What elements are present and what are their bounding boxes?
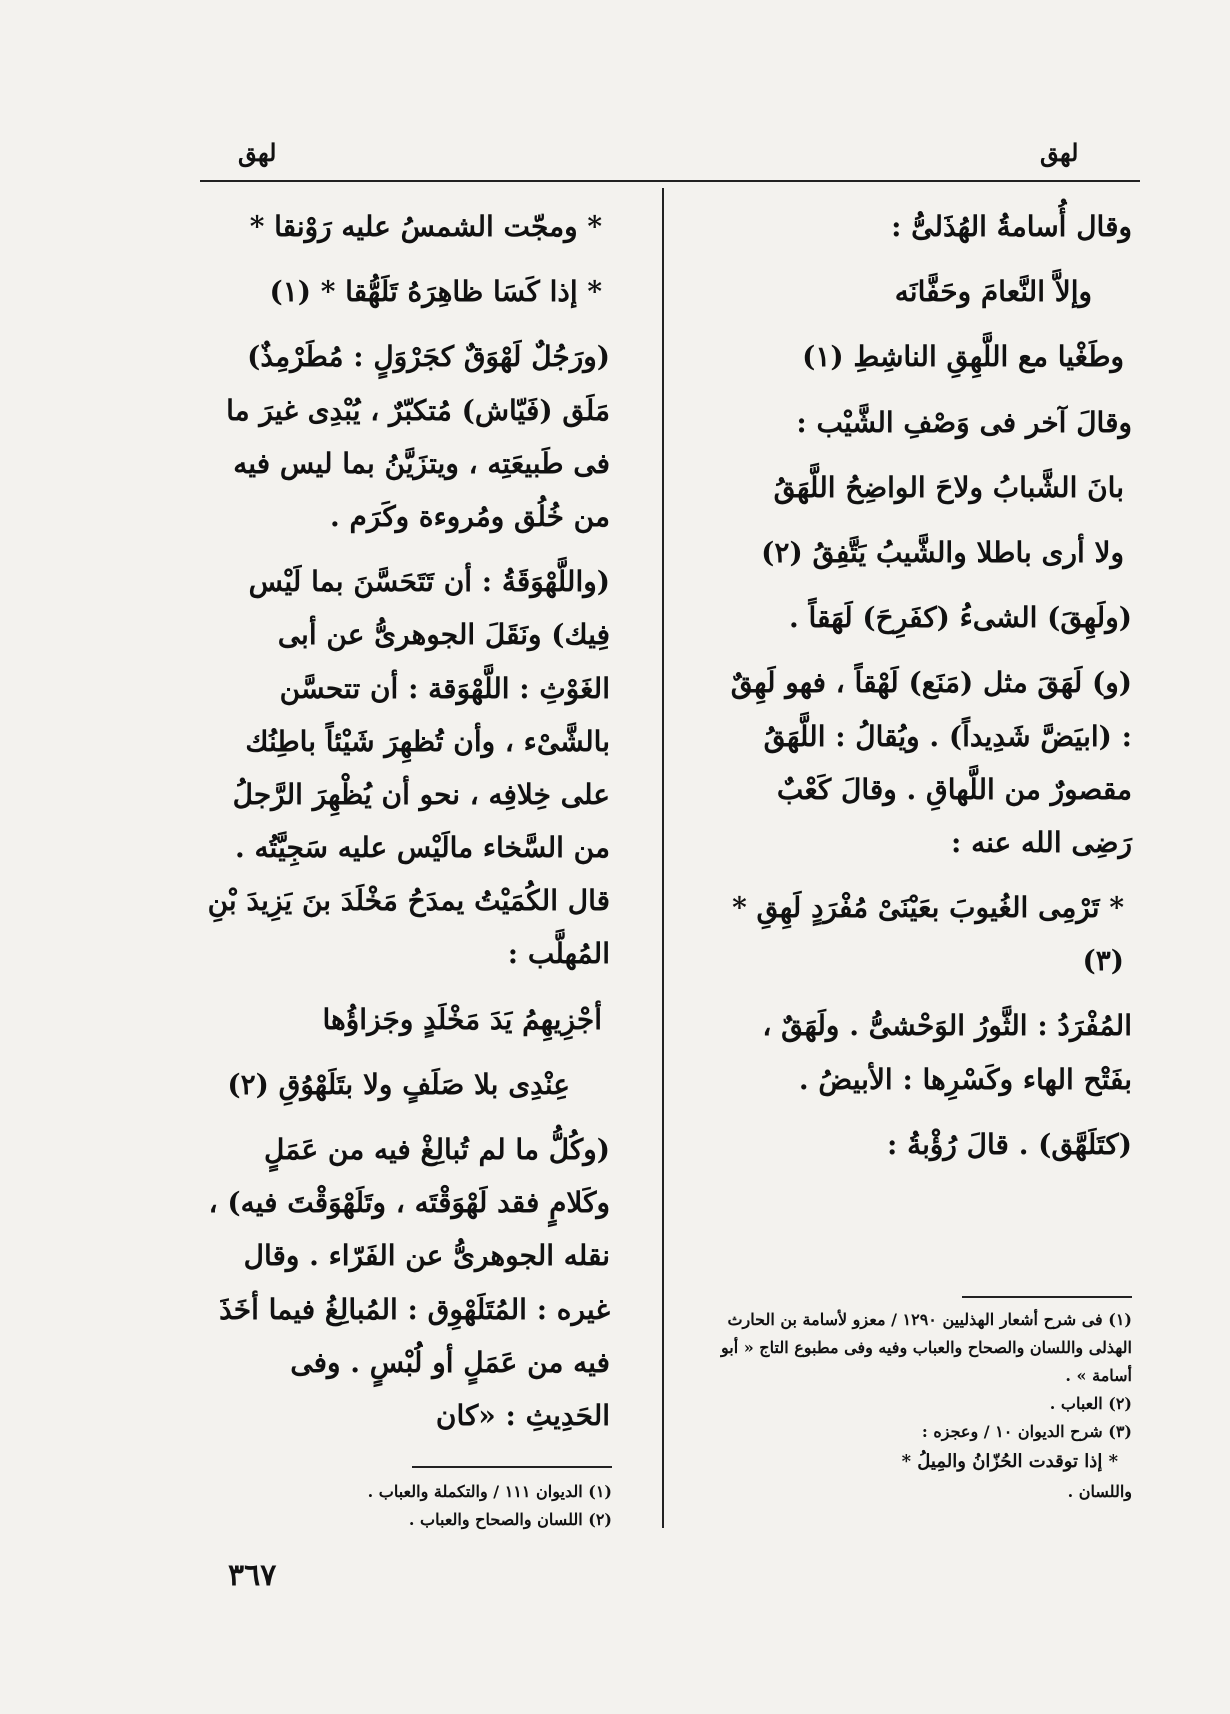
column-divider [662,188,664,1528]
footnotes-right [712,1306,1132,1506]
header-rule [200,180,1140,182]
paragraph: وقالَ آخر فى وَصْفِ الشَّيْب : [796,405,1132,439]
right-column [712,200,1132,1183]
verse-line: * تَرْمِى الغُيوبَ بعَيْنَىْ مُفْرَدٍ لَهِقِ * (٣) [732,891,1124,978]
paragraph: (واللَّهْوَقَةُ : أن تَتَحَسَّنَ بما لَيْس فِيك) ونَقَلَ الجوهرىُّ عن أبى الغَوْثِ : اللَّهْوَقة : أن تتحسَّن بالشَّىْء ، وأن تُظهِرَ شَيْئاً باطِنُك على خِلافِه ، نحو أن يُظْهِرَ الرَّجلُ من السَّخاء مالَيْس عليه سَجِيَّتُه . قال الكُمَيْتُ يمدَحُ مَخْلَدَ بنَ يَزِيدَ بْنِ المُهلَّب : [207,565,610,971]
footnote: (٣) شرح الديوان ١٠ / وعجزه : [921,1422,1132,1441]
paragraph: (وكُلُّ ما لم تُبالِغْ فيه من عَمَلٍ وكَلامٍ فقد لَهْوَقْتَه ، وتَلَهْوَقْتَ فيه) ، نقله الجوهرىُّ عن الفَرّاء . وقال غيره : المُتَلَهْوِق : المُبالِغُ فيما أخَذَ فيه من عَمَلٍ أو لُبْسٍ . وفى الحَدِيثِ : «كان [208,1133,610,1432]
verse-line: * ومجّت الشمسُ عليه رَوْنقا * [249,210,602,243]
paragraph: وقال أُسامةُ الهُذَلىُّ : [891,210,1132,243]
footnotes-left [200,1478,612,1534]
footnote: (١) فى شرح أشعار الهذليين ١٢٩٠ / معزو لأسامة بن الحارث الهذلى واللسان والصحاح والعباب وفيه وفى مطبوع التاج « أبو أسامة » . [720,1310,1132,1385]
verse-line: وطَغْيا مع اللَّهِقِ الناشِطِ (١) [802,340,1124,374]
paragraph: (و) لَهَقَ مثل (مَنَع) لَهْقاً ، فهو لَهِقٌ : (ابيَضَّ شَدِيداً) . ويُقالُ : اللَّهَقُ مقصورٌ من اللَّهاقِ . وقالَ كَعْبٌ رَضِى الله عنه : [730,666,1132,859]
verse-line: * إذا كَسَا ظاهِرَهُ تَلَهُّقا * (١) [269,275,602,309]
footnote: (٢) اللسان والصحاح والعباب . [408,1510,612,1529]
footnote-verse: * إذا توقدت الحُزّانُ والمِيلُ * [901,1451,1118,1472]
footnote-rule-right [962,1296,1132,1298]
paragraph: المُفْرَدُ : الثَّورُ الوَحْشىُّ . ولَهَقٌ ، بفَتْح الهاء وكَسْرِها : الأبيضُ . [762,1009,1132,1096]
running-header-right: لهق [1040,138,1079,167]
footnote-rule-left [412,1466,612,1468]
verse-line: عِنْدِى بلا صَلَفٍ ولا بتَلَهْوُقِ (٢) [227,1067,570,1101]
running-header-left: لهق [238,138,277,167]
paragraph: (كتَلَهَّق) . قالَ رُؤْبةُ : [887,1127,1132,1161]
paragraph: (ورَجُلٌ لَهْوَقٌ كجَرْوَلٍ : مُطَرْمِذٌ) مَلَق (فَيّاش) مُتكبّرٌ ، يُبْدِى غيرَ ما فى طَبيعَتِه ، ويتزَيَّنُ بما ليس فيه من خُلُق ومُروءة وكَرَم . [226,340,610,533]
verse-line: أجْزِيهِمُ يَدَ مَخْلَدٍ وجَزاؤُها [322,1002,602,1036]
verse-line: وإلاَّ النَّعامَ وحَفَّانَه [894,275,1092,309]
verse-line: بانَ الشَّبابُ ولاحَ الواضِحُ اللَّهَقُ [773,470,1124,504]
page-number: ٣٦٧ [228,1558,277,1593]
paragraph: (ولَهِقَ) الشىءُ (كفَرِحَ) لَهَقاً . [789,601,1132,635]
left-column [200,200,610,1454]
verse-line: ولا أرى باطلا والشَّيبُ يَتَّفِقُ (٢) [761,535,1124,569]
footnote: واللسان . [1067,1481,1132,1501]
footnote: (١) الديوان ١١١ / والتكملة والعباب . [367,1482,612,1501]
footnote: (٢) العباب . [1049,1394,1132,1413]
